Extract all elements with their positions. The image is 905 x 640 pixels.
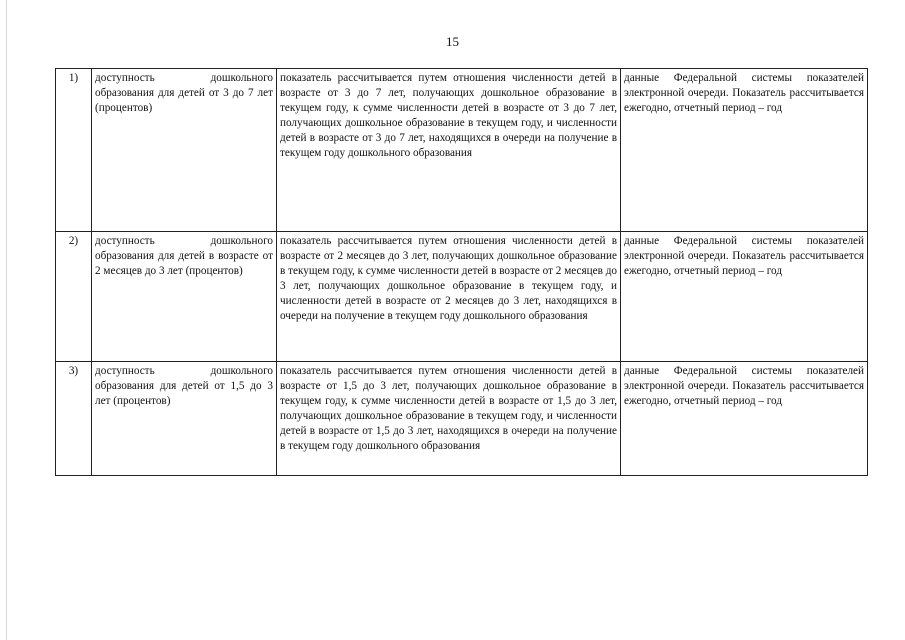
indicator-name: доступность дошкольного образования для детей от 3 до 7 лет (процентов) [92,69,277,232]
table-row [56,69,868,232]
row-number: 3) [56,362,92,476]
indicators-table [55,68,868,476]
data-source: данные Федеральной системы показателей электронной очереди. Показатель рассчитывается ежегодно, отчетный период – год [621,362,868,476]
scan-edge-line [6,0,7,640]
indicator-name: доступность дошкольного образования для детей от 1,5 до 3 лет (процентов) [92,362,277,476]
data-source: данные Федеральной системы показателей электронной очереди. Показатель рассчитывается ежегодно, отчетный период – год [621,232,868,362]
table-row [56,232,868,362]
data-source: данные Федеральной системы показателей электронной очереди. Показатель рассчитывается ежегодно, отчетный период – год [621,69,868,232]
page-number: 15 [446,34,459,49]
table-row [56,362,868,476]
calculation-method: показатель рассчитывается путем отношения численности детей в возрасте от 3 до 7 лет, получающих дошкольное образование в текущем году, к сумме численности детей в возрасте от 3 до 7 лет, получающих дошкольное образование в текущем году, и численности детей в возрасте от 3 до 7 лет, находящихся в очереди на получение в текущем году дошкольного образования [277,69,621,232]
indicator-name: доступность дошкольного образования для детей в возрасте от 2 месяцев до 3 лет (процентов) [92,232,277,362]
calculation-method: показатель рассчитывается путем отношения численности детей в возрасте от 1,5 до 3 лет, получающих дошкольное образование в текущем году, к сумме численности детей в возрасте от 1,5 до 3 лет, получающих дошкольное образование в текущем году, и численности детей в возрасте от 1,5 до 3 лет, находящихся в очереди на получение в текущем году дошкольного образования [277,362,621,476]
row-number: 2) [56,232,92,362]
calculation-method: показатель рассчитывается путем отношения численности детей в возрасте от 2 месяцев до 3 лет, получающих дошкольное образование в текущем году, к сумме численности детей в возрасте от 2 месяцев до 3 лет, получающих дошкольное образование в текущем году, и численности детей в возрасте от 2 месяцев до 3 лет, находящихся в очереди на получение в текущем году дошкольного образования [277,232,621,362]
row-number: 1) [56,69,92,232]
